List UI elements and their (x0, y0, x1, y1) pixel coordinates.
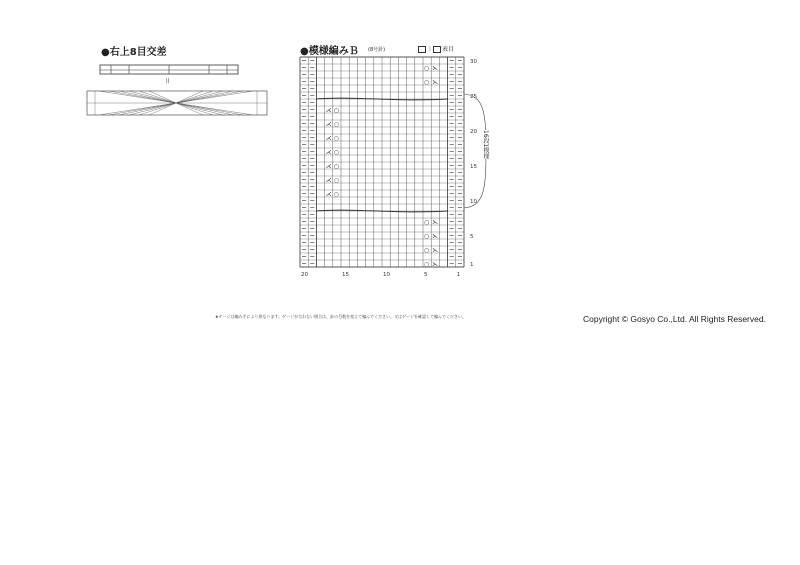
row-number: 15 (470, 164, 477, 170)
needle-size: (8号針) (368, 47, 386, 53)
stitch-number: 20 (301, 272, 308, 278)
knit-stitch-legend-icon-2 (433, 46, 441, 53)
row-number: 10 (470, 199, 477, 205)
row-number: 30 (470, 59, 477, 65)
stitch-symbol: ⋌ (325, 121, 332, 128)
stitch-symbol: ○ (424, 233, 430, 240)
gauge-note: ★ゲージは編み手により異なります。ゲージが合わない場合は、針の号数を変えて編んでください。又はゲージを確認して編んでください。 (215, 314, 467, 319)
stitch-number: 1 (456, 272, 461, 278)
stitch-symbol: ⋋ (432, 219, 439, 226)
stitch-symbol: ○ (424, 79, 430, 86)
equals-mark: || (166, 78, 170, 84)
stitch-number: 5 (424, 272, 428, 278)
legend-label: 表目 (442, 46, 455, 53)
copyright: Copyright © Gosyo Co.,Ltd. All Rights Reserved. (583, 314, 766, 324)
stitch-symbol: ⋌ (325, 107, 332, 114)
stitch-symbol: ○ (333, 191, 340, 198)
stitch-symbol: ⋌ (325, 163, 332, 170)
stitch-symbol: ⋌ (325, 191, 332, 198)
stitch-symbol: ○ (333, 107, 340, 114)
legend (418, 44, 454, 53)
stitch-symbol: ○ (333, 135, 340, 142)
row-number: 5 (470, 234, 474, 240)
stitch-symbol: ○ (333, 163, 340, 170)
row-number: 20 (470, 129, 477, 135)
repeat-note: 16段1模様 (482, 130, 489, 160)
stitch-symbol: ○ (424, 261, 430, 268)
stitch-symbol: ⋋ (432, 65, 439, 72)
stitch-symbol: ⋌ (325, 177, 332, 184)
left-diagram-title: ●右上8目交差 (101, 47, 167, 58)
stitch-symbol: ○ (424, 247, 430, 254)
stitch-number: 10 (383, 272, 390, 278)
cable-cross-illustration (85, 89, 271, 117)
stitch-symbol: ⋋ (432, 261, 439, 268)
stitch-symbol: ○ (333, 121, 340, 128)
knit-stitch-legend-icon (418, 46, 426, 53)
stitch-symbol: ⋋ (432, 233, 439, 240)
stitch-symbol: ⋋ (432, 247, 439, 254)
pattern-b-title: ●模様編みＢ (300, 46, 359, 57)
stitch-symbol: ⋌ (325, 149, 332, 156)
stitch-symbol: ○ (424, 219, 430, 226)
stitch-symbol: ○ (333, 149, 340, 156)
legend-symbol: ｜ (427, 46, 434, 53)
stitch-symbol: ⋌ (325, 135, 332, 142)
stitch-symbol: ⋋ (432, 79, 439, 86)
row-number: 1 (470, 262, 474, 268)
row-number: 25 (470, 94, 477, 100)
stitch-symbol: ○ (333, 177, 340, 184)
cable-cross-symbol (99, 64, 241, 76)
stitch-symbol: ○ (424, 65, 430, 72)
stitch-number: 15 (342, 272, 349, 278)
